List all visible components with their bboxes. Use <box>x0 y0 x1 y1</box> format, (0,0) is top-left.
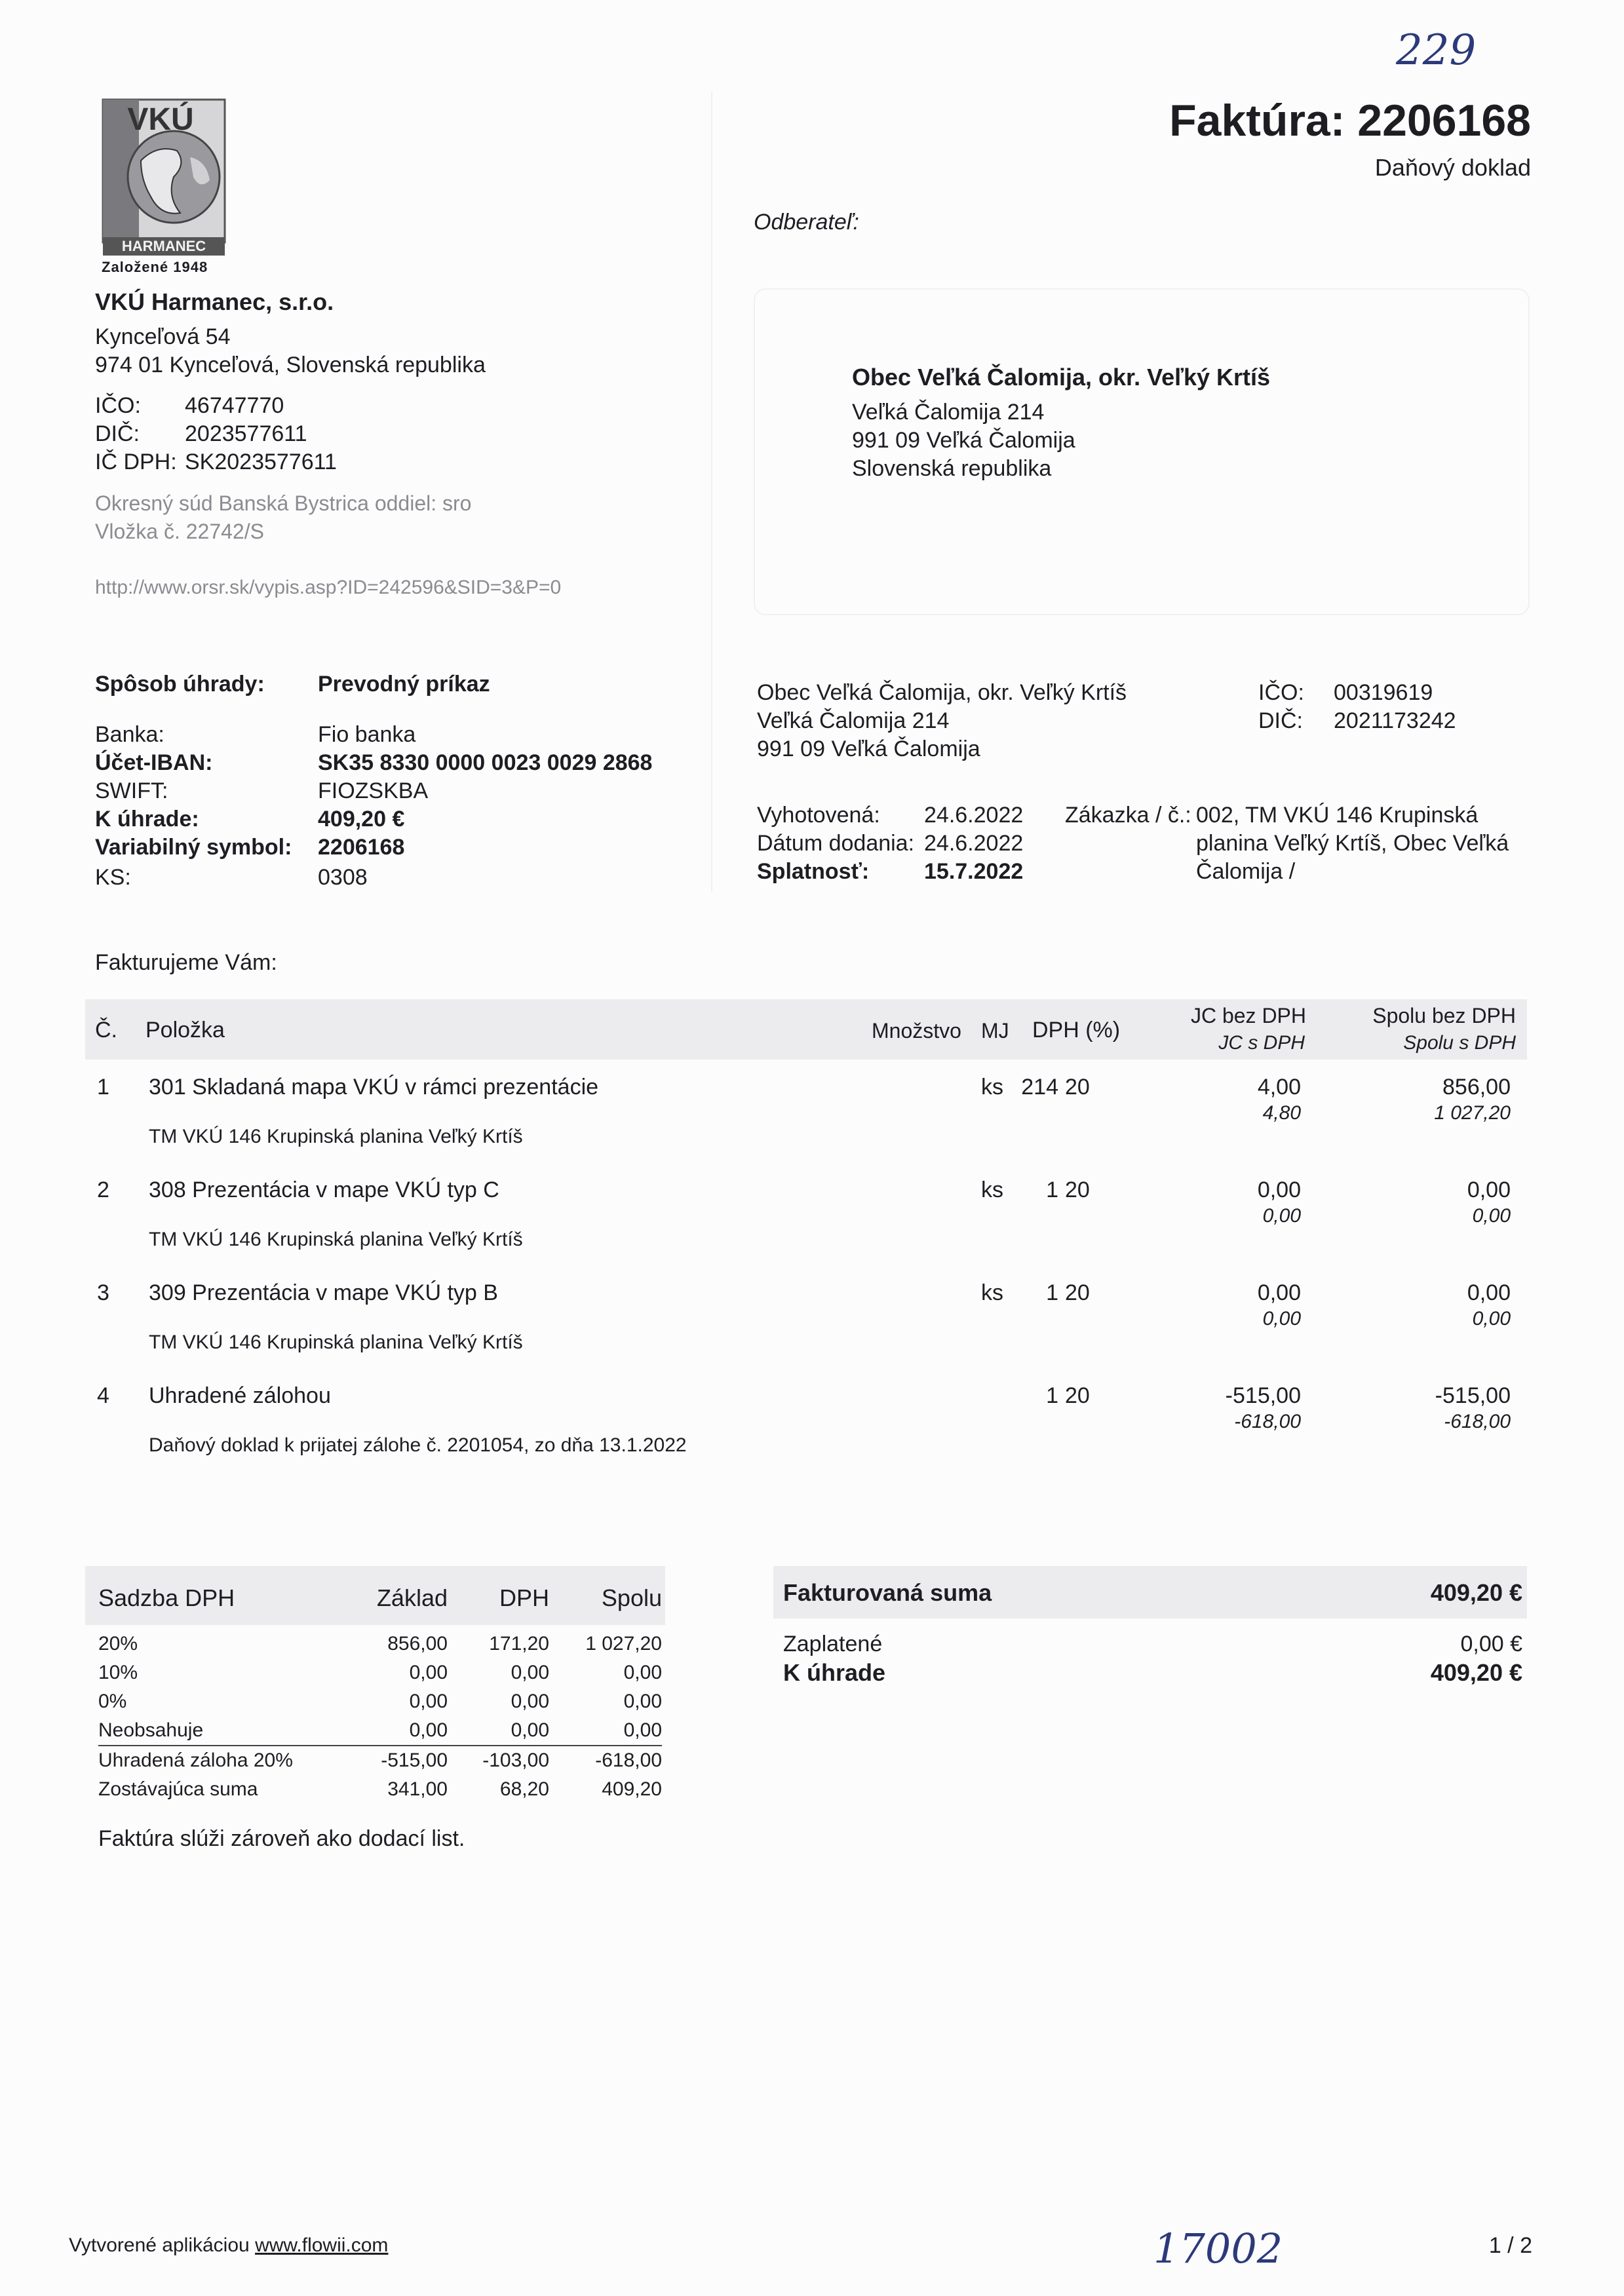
item-no: 3 <box>97 1280 109 1305</box>
vat-total: 0,00 <box>623 1662 662 1683</box>
delivery-note: Faktúra slúži zároveň ako dodací list. <box>98 1826 465 1851</box>
item-vat: 20 <box>1065 1383 1090 1408</box>
item-total: 856,00 <box>1442 1075 1511 1100</box>
supplier-name: VKÚ Harmanec, s.r.o. <box>95 288 334 315</box>
iban-label: Účet-IBAN: <box>95 750 213 775</box>
column-divider <box>711 92 712 891</box>
footer-link[interactable]: www.flowii.com <box>255 2234 389 2256</box>
order-line-3: Čalomija / <box>1196 859 1296 884</box>
item-total-vat: -618,00 <box>1444 1411 1511 1432</box>
vat-row <box>98 1662 662 1691</box>
item-qty: 1 <box>1046 1280 1058 1305</box>
col-no: Č. <box>95 1018 117 1043</box>
item-qty: 1 <box>1046 1383 1058 1408</box>
col-unit-price-vat: JC s DPH <box>1218 1032 1305 1054</box>
vat-base: -515,00 <box>381 1750 448 1771</box>
item-qty: 214 <box>1021 1075 1058 1100</box>
billing-ico-label: IČO: <box>1258 680 1304 705</box>
billing-name: Obec Veľká Čalomija, okr. Veľký Krtíš <box>757 680 1127 705</box>
billing-street: Veľká Čalomija 214 <box>757 708 950 733</box>
item-name: 308 Prezentácia v mape VKÚ typ C <box>149 1177 499 1202</box>
bank-label: Banka: <box>95 722 164 747</box>
logo-band-text: HARMANEC <box>121 238 206 254</box>
vat-base: 341,00 <box>387 1778 448 1800</box>
supplier-dic-label: DIČ: <box>95 421 140 446</box>
supplier-ico-label: IČO: <box>95 393 141 418</box>
item-price: 0,00 <box>1257 1177 1301 1202</box>
constant-symbol: 0308 <box>318 865 368 890</box>
col-total-vat: Spolu s DPH <box>1403 1032 1516 1054</box>
vat-divider <box>98 1745 662 1746</box>
logo-text: VKÚ <box>127 102 194 137</box>
vat-total: -618,00 <box>595 1750 662 1771</box>
iban-value: SK35 8330 0000 0023 0029 2868 <box>318 750 653 775</box>
vat-base: 0,00 <box>409 1662 448 1683</box>
swift-value: FIOZSKBA <box>318 778 429 803</box>
vat-total: 409,20 <box>602 1778 662 1800</box>
order-line-1: 002, TM VKÚ 146 Krupinská <box>1196 803 1479 828</box>
vat-total: 0,00 <box>623 1719 662 1741</box>
item-total: 0,00 <box>1467 1280 1511 1305</box>
due-date-label: Splatnosť: <box>757 859 870 884</box>
vat-col-vat: DPH <box>499 1584 549 1611</box>
table-row <box>95 1075 1524 1166</box>
vku-logo-icon <box>102 98 226 278</box>
vat-row <box>98 1691 662 1720</box>
customer-name: Obec Veľká Čalomija, okr. Veľký Krtíš <box>852 364 1271 391</box>
item-unit: ks <box>981 1280 1003 1305</box>
vat-col-total: Spolu <box>601 1584 662 1611</box>
item-total-vat: 0,00 <box>1472 1308 1511 1330</box>
item-name: 301 Skladaná mapa VKÚ v rámci prezentácie <box>149 1075 599 1100</box>
vat-rate: 0% <box>98 1691 127 1712</box>
vat-amount: -103,00 <box>482 1750 549 1771</box>
col-unit-price: JC bez DPH <box>1190 1004 1306 1027</box>
item-no: 2 <box>97 1177 109 1202</box>
delivery-label: Dátum dodania: <box>757 831 915 856</box>
supplier-register-link[interactable]: http://www.orsr.sk/vypis.asp?ID=242596&SID=3&P=0 <box>95 577 562 598</box>
page-number: 1 / 2 <box>1488 2233 1532 2258</box>
table-row <box>95 1383 1524 1475</box>
vat-rate: Zostávajúca suma <box>98 1778 258 1800</box>
item-price-vat: 0,00 <box>1262 1308 1301 1330</box>
item-unit: ks <box>981 1075 1003 1100</box>
vat-amount: 171,20 <box>489 1633 549 1655</box>
footer-prefix: Vytvorené aplikáciou <box>69 2234 250 2256</box>
billing-dic-label: DIČ: <box>1258 708 1303 733</box>
logo-founded: Založené 1948 <box>102 259 208 275</box>
item-note: TM VKÚ 146 Krupinská planina Veľký Krtíš <box>149 1331 523 1353</box>
item-price-vat: -618,00 <box>1234 1411 1301 1432</box>
item-total: 0,00 <box>1467 1177 1511 1202</box>
vat-amount: 0,00 <box>511 1662 549 1683</box>
delivery-date: 24.6.2022 <box>924 831 1024 856</box>
item-price: -515,00 <box>1225 1383 1301 1408</box>
item-unit: ks <box>981 1177 1003 1202</box>
item-no: 1 <box>97 1075 109 1100</box>
billing-city: 991 09 Veľká Čalomija <box>757 737 980 761</box>
total-due: 409,20 € <box>1430 1659 1522 1686</box>
items-intro: Fakturujeme Vám: <box>95 950 277 975</box>
paid-amount: 0,00 € <box>1460 1632 1522 1656</box>
customer-city: 991 09 Veľká Čalomija <box>852 428 1075 453</box>
supplier-ico: 46747770 <box>185 393 284 418</box>
item-note: Daňový doklad k prijatej zálohe č. 2201054, zo dňa 13.1.2022 <box>149 1434 687 1456</box>
invoice-subtitle: Daňový doklad <box>1374 154 1531 181</box>
vat-col-base: Základ <box>376 1584 448 1611</box>
vat-rate: Neobsahuje <box>98 1719 204 1741</box>
item-total-vat: 0,00 <box>1472 1205 1511 1227</box>
paid-label: Zaplatené <box>783 1632 883 1656</box>
item-total-vat: 1 027,20 <box>1434 1102 1511 1124</box>
vat-total: 1 027,20 <box>585 1633 662 1655</box>
items-header <box>85 999 1527 1060</box>
vat-row <box>98 1750 662 1779</box>
total-due-label: K úhrade <box>783 1659 886 1686</box>
item-price: 4,00 <box>1257 1075 1301 1100</box>
handwritten-note-top: 229 <box>1396 26 1477 75</box>
supplier-city: 974 01 Kynceľová, Slovenská republika <box>95 353 486 377</box>
item-vat: 20 <box>1065 1177 1090 1202</box>
item-total: -515,00 <box>1435 1383 1511 1408</box>
supplier-icdph: SK2023577611 <box>185 450 337 474</box>
vat-total: 0,00 <box>623 1691 662 1712</box>
constant-symbol-label: KS: <box>95 865 131 890</box>
customer-country: Slovenská republika <box>852 456 1052 481</box>
amount-due: 409,20 € <box>318 807 405 832</box>
vat-amount: 0,00 <box>511 1719 549 1741</box>
variable-symbol: 2206168 <box>318 835 405 860</box>
payment-method-label: Spôsob úhrady: <box>95 672 265 697</box>
order-label: Zákazka / č.: <box>1065 803 1191 828</box>
swift-label: SWIFT: <box>95 778 168 803</box>
item-note: TM VKÚ 146 Krupinská planina Veľký Krtíš <box>149 1126 523 1147</box>
company-logo <box>102 98 226 278</box>
item-name: 309 Prezentácia v mape VKÚ typ B <box>149 1280 498 1305</box>
billing-ico: 00319619 <box>1334 680 1433 705</box>
customer-label: Odberateľ: <box>754 210 859 235</box>
vat-amount: 68,20 <box>499 1778 549 1800</box>
item-no: 4 <box>97 1383 109 1408</box>
vat-base: 856,00 <box>387 1633 448 1655</box>
col-total: Spolu bez DPH <box>1372 1004 1516 1027</box>
item-price-vat: 4,80 <box>1262 1102 1301 1124</box>
variable-symbol-label: Variabilný symbol: <box>95 835 292 860</box>
payment-method: Prevodný príkaz <box>318 672 490 697</box>
handwritten-note-bottom: 17002 <box>1153 2225 1283 2272</box>
supplier-dic: 2023577611 <box>185 421 307 446</box>
issued-date: 24.6.2022 <box>924 803 1024 828</box>
item-vat: 20 <box>1065 1280 1090 1305</box>
invoiced-total-label: Fakturovaná suma <box>783 1579 992 1606</box>
footer-text <box>69 2234 388 2257</box>
table-row <box>95 1280 1524 1372</box>
customer-street: Veľká Čalomija 214 <box>852 400 1045 425</box>
vat-base: 0,00 <box>409 1719 448 1741</box>
item-qty: 1 <box>1046 1177 1058 1202</box>
vat-amount: 0,00 <box>511 1691 549 1712</box>
col-unit: MJ <box>981 1019 1009 1043</box>
supplier-icdph-label: IČ DPH: <box>95 450 177 474</box>
supplier-insert: Vložka č. 22742/S <box>95 520 264 543</box>
vat-base: 0,00 <box>409 1691 448 1712</box>
amount-due-label: K úhrade: <box>95 807 199 832</box>
issued-label: Vyhotovená: <box>757 803 880 828</box>
vat-rate: Uhradená záloha 20% <box>98 1750 293 1771</box>
vat-row <box>98 1633 662 1662</box>
table-row <box>95 1177 1524 1269</box>
col-qty: Množstvo <box>872 1019 961 1043</box>
invoiced-total: 409,20 € <box>1430 1579 1522 1606</box>
vat-row <box>98 1778 662 1808</box>
vat-rate: 20% <box>98 1633 138 1655</box>
item-note: TM VKÚ 146 Krupinská planina Veľký Krtíš <box>149 1229 523 1250</box>
due-date: 15.7.2022 <box>924 859 1024 884</box>
supplier-court: Okresný súd Banská Bystrica oddiel: sro <box>95 491 472 515</box>
item-name: Uhradené zálohou <box>149 1383 331 1408</box>
vat-rate: 10% <box>98 1662 138 1683</box>
item-price-vat: 0,00 <box>1262 1205 1301 1227</box>
item-price: 0,00 <box>1257 1280 1301 1305</box>
col-vat: DPH (%) <box>1032 1018 1121 1043</box>
bank-value: Fio banka <box>318 722 416 747</box>
billing-dic: 2021173242 <box>1334 708 1456 733</box>
col-item: Položka <box>145 1018 225 1043</box>
supplier-street: Kynceľová 54 <box>95 324 231 349</box>
invoice-title: Faktúra: 2206168 <box>1169 96 1531 145</box>
vat-col-rate: Sadzba DPH <box>98 1584 235 1611</box>
item-vat: 20 <box>1065 1075 1090 1100</box>
order-line-2: planina Veľký Krtíš, Obec Veľká <box>1196 831 1509 856</box>
